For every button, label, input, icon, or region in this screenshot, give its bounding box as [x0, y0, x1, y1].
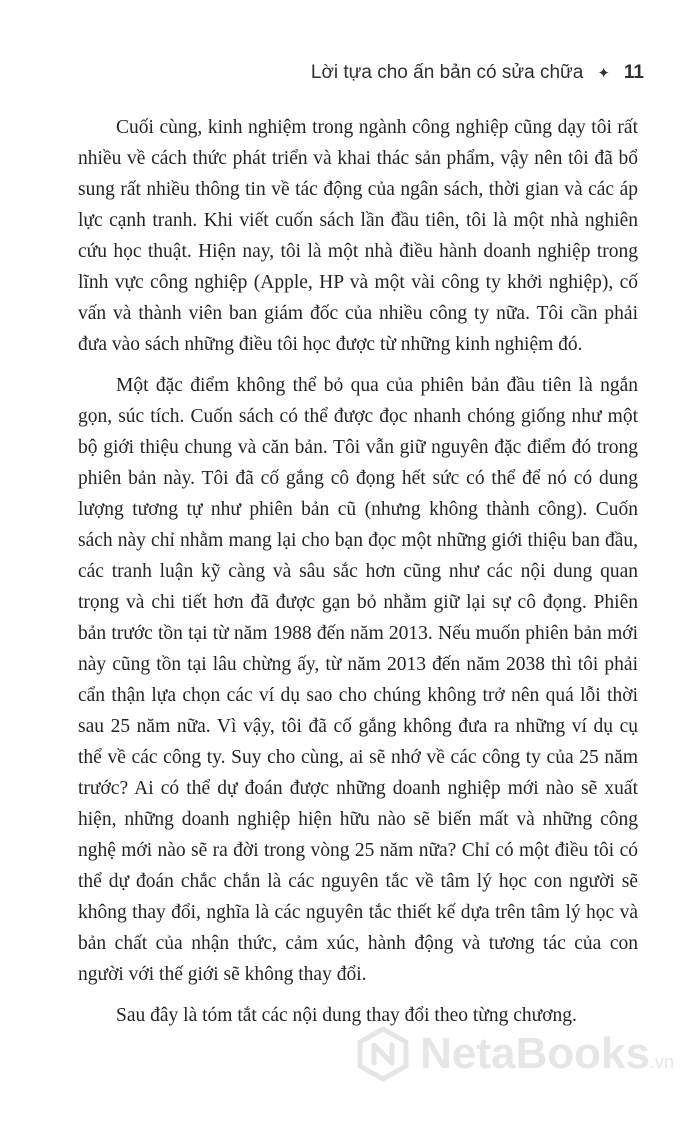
chapter-title: Lời tựa cho ấn bản có sửa chữa [310, 62, 584, 83]
paragraph: Sau đây là tóm tắt các nội dung thay đổi theo từng chương. [116, 1005, 577, 1026]
paragraph: Một đặc điểm không thể bỏ qua của phiên bản đầu tiên là ngắn gọn, súc tích. Cuốn sách có thể được đọc nhanh chóng giống như một bộ giới thiệu chung và căn bản. Tôi vẫn giữ nguyên đặc điểm đó trong phiên bản này. Tôi đã cố gắng cô đọng hết sức có thể để nó có dung lượng tương tự như phiên bản cũ (nhưng không thành công). Cuốn sách này chỉ nhằm mang lại cho bạn đọc một những giới thiệu ban đầu, các tranh luận kỹ càng và sâu sắc hơn cũng như các nội dung quan trọng và chi tiết hơn đã được gạn bỏ nhằm giữ lại sự cô đọng. Phiên bản trước tồn tại từ năm 1988 đến năm 2013. Nếu muốn phiên bản mới này cũng tồn tại lâu chừng ấy, từ năm 2013 đến năm 2038 thì tôi phải cẩn thận lựa chọn các ví dụ sao cho chúng không trở nên quá lỗi thời sau 25 năm nữa. Vì vậy, tôi đã cố gắng không đưa ra những ví dụ cụ thể về các công ty. Suy cho cùng, ai sẽ nhớ về các công ty của 25 năm trước? Ai có thể dự đoán được những doanh nghiệp mới nào sẽ xuất hiện, những doanh nghiệp hiện hữu nào sẽ biến mất và những công nghệ mới nào sẽ ra đời trong vòng 25 năm nữa? Chỉ có một điều tôi có thể dự đoán chắc chắn là các nguyên tắc về tâm lý học con người sẽ không thay đổi, nghĩa là các nguyên tắc thiết kế dựa trên tâm lý học và bản chất của nhận thức, cảm xúc, hành động và tương tác của con người với thế giới sẽ không thay đổi. [78, 375, 638, 985]
page-number: 11 [623, 62, 644, 83]
body-text [78, 112, 638, 1041]
paragraph: Cuối cùng, kinh nghiệm trong ngành công nghiệp cũng dạy tôi rất nhiều về cách thức phát triển và khai thác sản phẩm, vậy nên tôi đã bổ sung rất nhiều thông tin về tác động của ngân sách, thời gian và các áp lực cạnh tranh. Khi viết cuốn sách lần đầu tiên, tôi là một nhà nghiên cứu học thuật. Hiện nay, tôi là một nhà điều hành doanh nghiệp trong lĩnh vực công nghiệp (Apple, HP và một vài công ty khởi nghiệp), cố vấn và thành viên ban giám đốc của nhiều công ty nữa. Tôi cần phải đưa vào sách những điều tôi học được từ những kinh nghiệm đó. [78, 117, 638, 355]
running-header [300, 62, 644, 84]
watermark [354, 1025, 674, 1083]
watermark-tld: .vn [649, 1052, 674, 1072]
netabooks-logo-icon [354, 1025, 412, 1083]
watermark-brand: NetaBooks.vn [420, 1029, 674, 1078]
ornament-icon: ✦ [597, 65, 610, 82]
